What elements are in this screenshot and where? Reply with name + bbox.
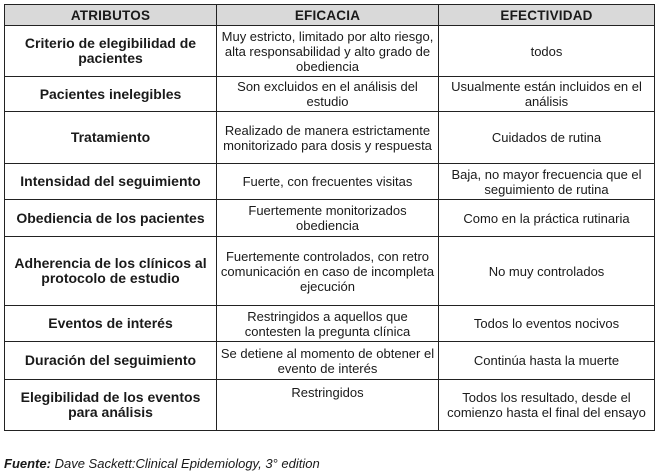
cell-efectividad: Como en la práctica rutinaria	[439, 200, 655, 237]
cell-eficacia: Realizado de manera estrictamente monitorizado para dosis y respuesta	[217, 112, 439, 164]
cell-atributo: Pacientes inelegibles	[5, 77, 217, 112]
cell-eficacia: Restringidos a aquellos que contesten la pregunta clínica	[217, 306, 439, 342]
cell-eficacia: Fuertemente controlados, con retro comunicación en caso de incompleta ejecución	[217, 237, 439, 306]
cell-efectividad: Continúa hasta la muerte	[439, 342, 655, 380]
cell-atributo: Duración del seguimiento	[5, 342, 217, 380]
header-eficacia: EFICACIA	[217, 5, 439, 26]
cell-eficacia: Fuerte, con frecuentes visitas	[217, 164, 439, 200]
table-row	[5, 26, 655, 77]
cell-atributo: Adherencia de los clínicos al protocolo de estudio	[5, 237, 217, 306]
source-text: Dave Sackett:Clinical Epidemiology, 3° edition	[54, 456, 320, 471]
table-row	[5, 380, 655, 431]
table-row	[5, 237, 655, 306]
cell-efectividad: Cuidados de rutina	[439, 112, 655, 164]
cell-eficacia: Se detiene al momento de obtener el evento de interés	[217, 342, 439, 380]
source-label: Fuente:	[4, 456, 51, 471]
comparison-table-container	[4, 4, 654, 431]
header-efectividad: EFECTIVIDAD	[439, 5, 655, 26]
cell-atributo: Elegibilidad de los eventos para análisis	[5, 380, 217, 431]
cell-eficacia: Muy estricto, limitado por alto riesgo, alta responsabilidad y alto grado de obediencia	[217, 26, 439, 77]
cell-efectividad: Usualmente están incluidos en el análisis	[439, 77, 655, 112]
cell-atributo: Intensidad del seguimiento	[5, 164, 217, 200]
cell-efectividad: No muy controlados	[439, 237, 655, 306]
cell-eficacia: Fuertemente monitorizados obediencia	[217, 200, 439, 237]
table-row	[5, 77, 655, 112]
cell-eficacia: Son excluidos en el análisis del estudio	[217, 77, 439, 112]
cell-efectividad: todos	[439, 26, 655, 77]
table-row	[5, 164, 655, 200]
eficacia-efectividad-table	[4, 4, 655, 431]
source-citation	[4, 456, 320, 471]
cell-efectividad: Todos lo eventos nocivos	[439, 306, 655, 342]
cell-efectividad: Todos los resultado, desde el comienzo hasta el final del ensayo	[439, 380, 655, 431]
cell-atributo: Tratamiento	[5, 112, 217, 164]
table-row	[5, 306, 655, 342]
table-row	[5, 112, 655, 164]
table-row	[5, 342, 655, 380]
table-header-row	[5, 5, 655, 26]
header-atributos: ATRIBUTOS	[5, 5, 217, 26]
table-row	[5, 200, 655, 237]
cell-efectividad: Baja, no mayor frecuencia que el seguimiento de rutina	[439, 164, 655, 200]
cell-eficacia: Restringidos	[217, 380, 439, 431]
cell-atributo: Eventos de interés	[5, 306, 217, 342]
cell-atributo: Criterio de elegibilidad de pacientes	[5, 26, 217, 77]
cell-atributo: Obediencia de los pacientes	[5, 200, 217, 237]
